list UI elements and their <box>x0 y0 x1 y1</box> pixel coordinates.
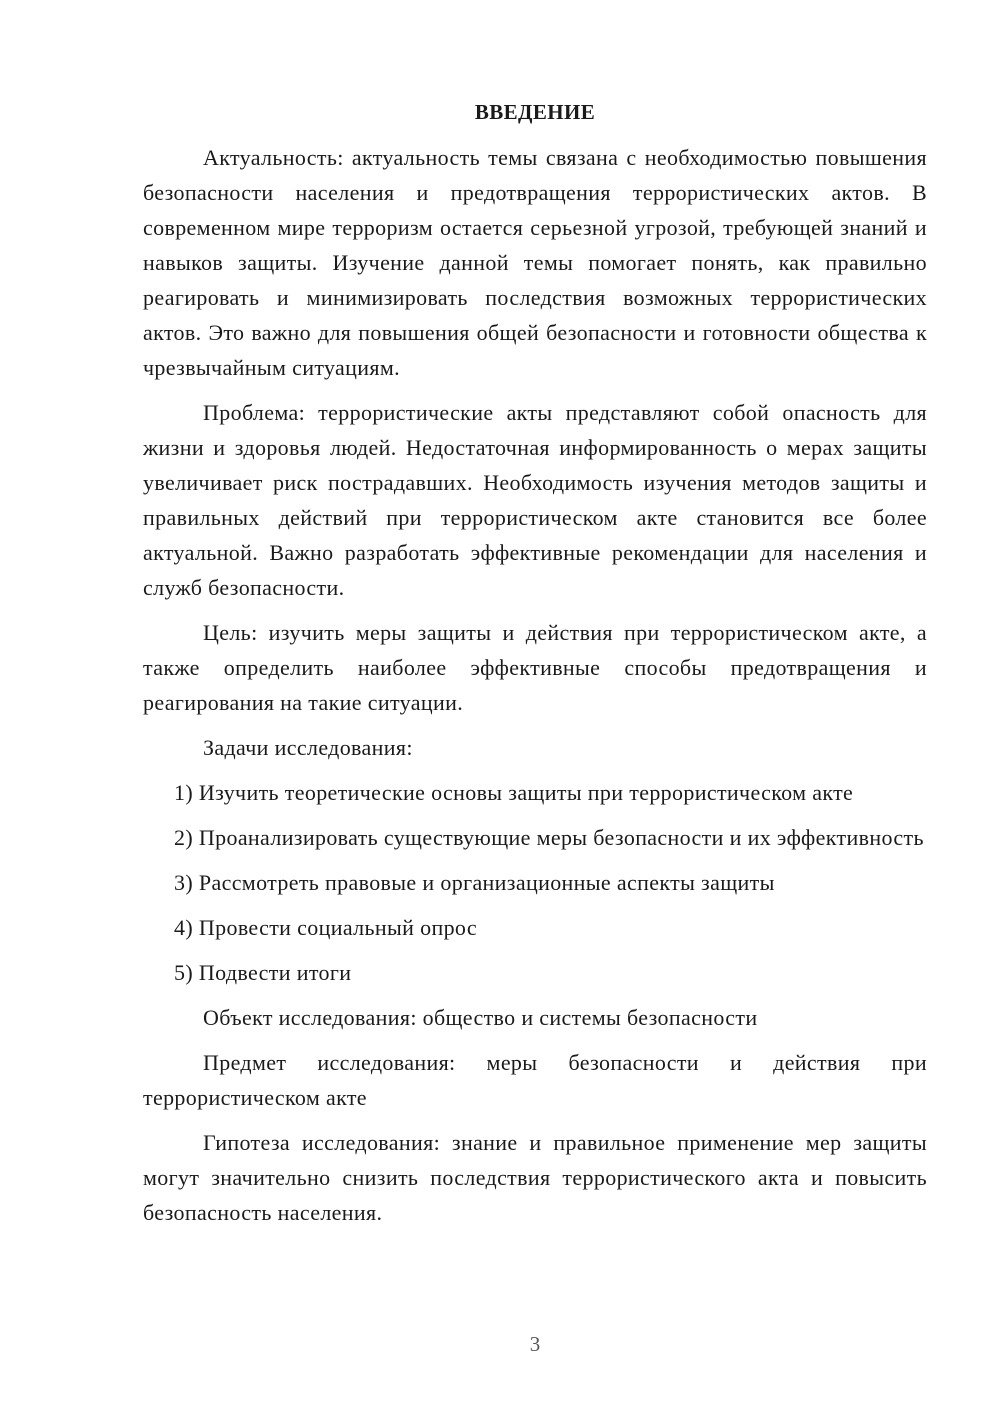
paragraph-goal: Цель: изучить меры защиты и действия при террористическом акте, а также определить наиболее эффективные способы предотвращения и реагирования на такие ситуации. <box>143 620 927 715</box>
paragraph-object: Объект исследования: общество и системы безопасности <box>203 1005 758 1030</box>
paragraph-subject: Предмет исследования: меры безопасности и действия при террористическом акте <box>143 1050 927 1110</box>
task-item-5: 5) Подвести итоги <box>174 960 352 985</box>
page-content <box>143 96 927 1240</box>
section-heading: ВВЕДЕНИЕ <box>474 100 596 124</box>
paragraph-hypothesis: Гипотеза исследования: знание и правильное применение мер защиты могут значительно снизить последствия террористического акта и повысить безопасность населения. <box>143 1130 927 1225</box>
paragraph-relevance: Актуальность: актуальность темы связана с необходимостью повышения безопасности населения и предотвращения террористических актов. В современном мире терроризм остается серьезной угрозой, требующей знаний и навыков защиты. Изучение данной темы помогает понять, как правильно реагировать и минимизировать последствия возможных террористических актов. Это важно для повышения общей безопасности и готовности общества к чрезвычайным ситуациям. <box>143 145 927 380</box>
task-item-4: 4) Провести социальный опрос <box>174 915 477 940</box>
task-item-1: 1) Изучить теоретические основы защиты при террористическом акте <box>174 780 854 805</box>
task-item-2: 2) Проанализировать существующие меры безопасности и их эффективность <box>174 825 924 850</box>
task-item-3: 3) Рассмотреть правовые и организационные аспекты защиты <box>174 870 775 895</box>
page-number: 3 <box>529 1332 541 1356</box>
tasks-heading: Задачи исследования: <box>203 735 413 760</box>
paragraph-problem: Проблема: террористические акты представляют собой опасность для жизни и здоровья людей. Недостаточная информированность о мерах защиты увеличивает риск пострадавших. Необходимость изучения методов защиты и правильных действий при террористическом акте становится все более актуальной. Важно разработать эффективные рекомендации для населения и служб безопасности. <box>143 400 927 600</box>
